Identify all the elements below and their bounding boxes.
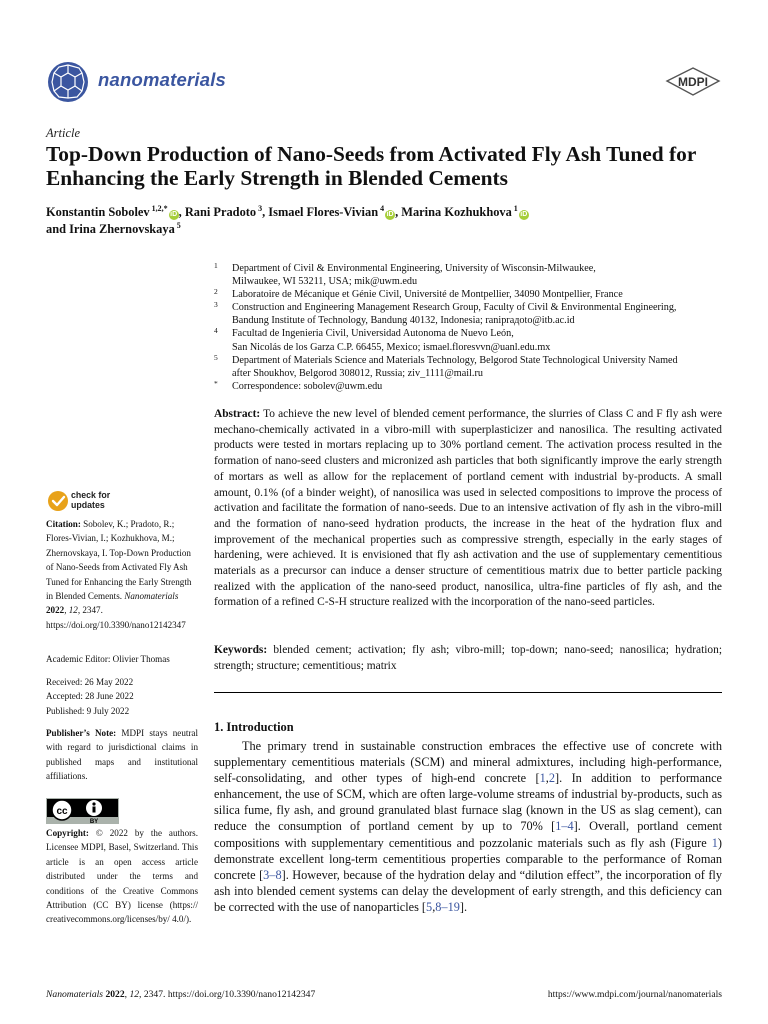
footer-doi[interactable]: , 2347. https://doi.org/10.3390/nano12142347 [139, 989, 316, 1000]
reference-link[interactable]: 8–19 [435, 899, 460, 914]
affiliation-line: Laboratoire de Mécanique et Génie Civil, Université de Montpellier, 34090 Montpellier, France [232, 289, 623, 301]
footer-citation: Nanomaterials 2022, 12, 2347. https://doi.org/10.3390/nano12142347 [46, 989, 316, 1000]
introduction-paragraph [214, 738, 722, 915]
footer-journal-url[interactable]: https://www.mdpi.com/journal/nanomaterials [547, 989, 722, 1000]
body-text: ]. In addition to performance enhancement, the use of SCM, which are often large-volume streams of industrial by-products, such as silica fume, fly ash, and ground granulated blast furnace slag (known in the US as slag cement), can reduce the consumption of portland cement by up to 70% [ [214, 771, 723, 834]
date-accepted: Accepted: 28 June 2022 [46, 691, 134, 702]
citation-journal: Nanomaterials [124, 591, 179, 602]
affiliation-item [214, 327, 726, 353]
date-published: Published: 9 July 2022 [46, 705, 130, 716]
check-updates-line2: updates [71, 499, 105, 510]
svg-text:cc: cc [56, 806, 68, 817]
article-title: Top-Down Production of Nano-Seeds from Activated Fly Ash Tuned for Enhancing the Early Strength in Blended Cements [46, 142, 696, 190]
reference-link[interactable]: 1–4 [555, 819, 574, 834]
body-text: ]. [459, 899, 468, 914]
footer-year: 2022 [105, 989, 125, 1000]
reference-link[interactable]: 5 [426, 899, 433, 914]
cc-badge-label: BY [89, 819, 99, 824]
citation-text: Sobolev, K.; Pradoto, R.; Flores-Vivian, I.; Kozhukhova, M.; Zhernovskaya, I. Top-Down Production of Nano-Seeds from Activated Fly Ash Tuned for Enhancing the Early Strength in Blended Cements. [46, 519, 192, 602]
section-divider [214, 692, 722, 693]
affiliation-line: Department of Materials Science and Materials Technology, Belgorod State Technological University Named [232, 354, 678, 366]
body-text: ]. However, because of the hydration delay and “dilution effect”, the incorporation of fly ash into blended cement systems can delay the development of early strength, and this deficiency can be corrected with the use of nanoparticles [ [214, 867, 722, 914]
affiliation-number: 3 [214, 300, 218, 310]
author-affiliation-marker: 1 [511, 203, 518, 213]
section-heading-introduction: 1. Introduction [214, 720, 294, 734]
publisher-note-label: Publisher’s Note: [46, 728, 117, 738]
reference-link[interactable]: 3–8 [263, 867, 282, 882]
abstract-text: To achieve the new level of blended cement performance, the slurries of Class C and F fly ash were mechano-chemically activated in a vibro-mill with superplasticizer and nanosilica. The resulting activated products were tested in mortars replacing up to 30% portland cement. The activation process resulted in the formation of nano-seed clusters and micronized ash particles that both significantly improve the early strength of mortars as well as allow for the replacement of portland cement with industrial by-products. A small amount, 0.1% (of a binder weight), of nanosilica was used in selected compositions to improve the process of activation and facilitate the formation of nano-seeds. Due to an intensive activation of fly ash in the vibro-mill and the formation of nano-seed hydration products, the increase in the heat of the hydration flux and improvement of the mechanical properties such as compressive strength, especially in the early stages of hardening, were achieved. It is envisioned that fly ash activation and the use of supplementary cementitious materials as a precursor can induce a denser structure of cementitious matrix due to better particle packing realized with the application of the nano-seed product, nanosilica, ultra-fine particles of fly ash, and the formation of a refined C-S-H structure realized with the incorporation of the nano-seed particles. [214, 408, 722, 609]
affiliation-line: Bandung Institute of Technology, Bandung 40132, Indonesia; raniprадoto@itb.ac.id [232, 315, 575, 327]
keywords-label: Keywords: [214, 644, 268, 656]
affiliation-item [214, 262, 726, 288]
affiliations [214, 262, 726, 393]
mdpi-logo-text: MDPI [678, 75, 708, 89]
article-type: Article [46, 126, 81, 140]
abstract [214, 407, 722, 611]
author-name[interactable]: Ismael Flores-Vivian [268, 205, 379, 219]
check-updates-line1: check for [71, 490, 111, 500]
author-name[interactable]: Konstantin Sobolev [46, 205, 150, 219]
abstract-label: Abstract: [214, 408, 261, 420]
author-name[interactable]: Marina Kozhukhova [401, 205, 512, 219]
affiliation-line: Correspondence: sobolev@uwm.edu [232, 380, 383, 392]
author-list: Konstantin Sobolev $^{1,2,*}$iD , Rani Pradoto $^3$, Ismael Flores-Vivian $^4$iD , Marina Kozhukhova $^1$iD and Irina Zhernovskaya $^5$ [46, 203, 528, 236]
affiliation-number: 2 [214, 287, 218, 297]
affiliation-line: Department of Civil & Environmental Engineering, University of Wisconsin-Milwaukee, [232, 263, 596, 274]
academic-editor: Academic Editor: Olivier Thomas [46, 654, 170, 664]
body-text: The primary trend in sustainable construction embraces the effective use of concrete with supplementary cementitious materials (SCM) and mineral admixtures, including high-performance, self-consolidating, and other types of high-end concrete [ [214, 739, 722, 786]
footer-volume: 12 [129, 989, 140, 1000]
author-affiliation-marker: 5 [174, 220, 181, 230]
affiliation-line: San Nicolás de los Garza C.P. 66455, Mexico; ismael.floresvvn@uanl.edu.mx [232, 341, 551, 353]
journal-name[interactable]: nanomaterials [98, 69, 227, 90]
check-updates-label[interactable] [71, 491, 110, 510]
publisher-note [46, 726, 198, 784]
date-received: Received: 26 May 2022 [46, 677, 134, 687]
affiliation-number: * [214, 378, 218, 388]
body-text: ) demonstrate excellent long-term cementitious properties comparable to the performance of Roman concrete [ [214, 835, 722, 882]
body-text: ]. Overall, portland cement compositions with supplementary cementitious and pozzolanic materials such as fly ash (Figure [214, 819, 722, 850]
footer-journal: Nanomaterials [46, 989, 104, 1000]
reference-link[interactable]: 1 [711, 835, 718, 850]
affiliation-number: 4 [214, 326, 218, 336]
copyright-text: © 2022 by the authors. Licensee MDPI, Basel, Switzerland. This article is an open access article distributed under the terms and conditions of the Creative Commons Attribution (CC BY) license (https:// creativecommons.org/licenses/by/ 4.0/). [46, 828, 198, 925]
body-text: , [432, 899, 436, 914]
citation-block: Citation: Sobolev, K.; Pradoto, R.; Flores-Vivian, I.; Kozhukhova, M.; Zhernovskaya, I. Top-Down Production of Nano-Seeds from Activated Fly Ash Tuned for Enhancing the Early Strength in Blended Cements. Nanomaterials 2022, 12, 2347. https://doi.org/10.3390/nano12142347 [46, 519, 192, 630]
orcid-icon[interactable]: iD [386, 211, 394, 218]
citation-volume: 12 [68, 605, 78, 616]
affiliation-item [214, 288, 726, 301]
cc-by-license-icon[interactable] [46, 798, 119, 824]
orcid-icon[interactable]: iD [170, 211, 178, 218]
affiliation-number: 1 [214, 261, 218, 270]
orcid-icon[interactable]: iD [520, 211, 528, 218]
copyright-label: Copyright: [46, 828, 89, 838]
journal-logo-icon [46, 60, 90, 104]
reference-link[interactable]: 2 [548, 771, 556, 786]
citation-label: Citation: [46, 519, 81, 529]
author-name[interactable]: and Irina Zhernovskaya [46, 221, 175, 236]
affiliation-line: Milwaukee, WI 53211, USA; mik@uwm.edu [232, 276, 418, 288]
keywords-text: blended cement; activation; fly ash; vibro-mill; top-down; nano-seed; nanosilica; hydration; strength; structure; cementitious; matrix [214, 644, 722, 672]
author-affiliation-marker: 4 [378, 203, 385, 213]
affiliation-item [214, 380, 726, 393]
author-affiliation-marker: 1,2,* [149, 203, 168, 213]
body-text: , [545, 771, 549, 786]
publication-dates [46, 675, 198, 718]
publisher-note-text: MDPI stays neutral with regard to jurisdictional claims in published maps and institutional affiliations. [46, 728, 198, 782]
affiliation-item [214, 301, 726, 327]
citation-year: 2022 [46, 605, 65, 616]
affiliation-line: Facultad de Ingenieria Civil, Universidad Autonoma de Nuevo León, [232, 328, 514, 340]
author-affiliation-marker: 3 [256, 203, 263, 213]
keywords [214, 643, 722, 674]
citation-doi[interactable]: , 2347. https://doi.org/10.3390/nano12142347 [46, 605, 186, 630]
author-name[interactable]: Rani Pradoto [184, 205, 257, 219]
affiliation-item [214, 354, 726, 380]
affiliation-line: Construction and Engineering Management Research Group, Faculty of Civil & Environmental Engineering, [232, 302, 677, 314]
reference-link[interactable]: 1 [539, 771, 546, 786]
affiliation-number: 5 [214, 352, 218, 362]
affiliation-line: after Shoukhov, Belgorod 308012, Russia; ziv_1111@mail.ru [232, 367, 483, 379]
copyright-block [46, 826, 198, 927]
mdpi-logo-icon [665, 67, 721, 97]
